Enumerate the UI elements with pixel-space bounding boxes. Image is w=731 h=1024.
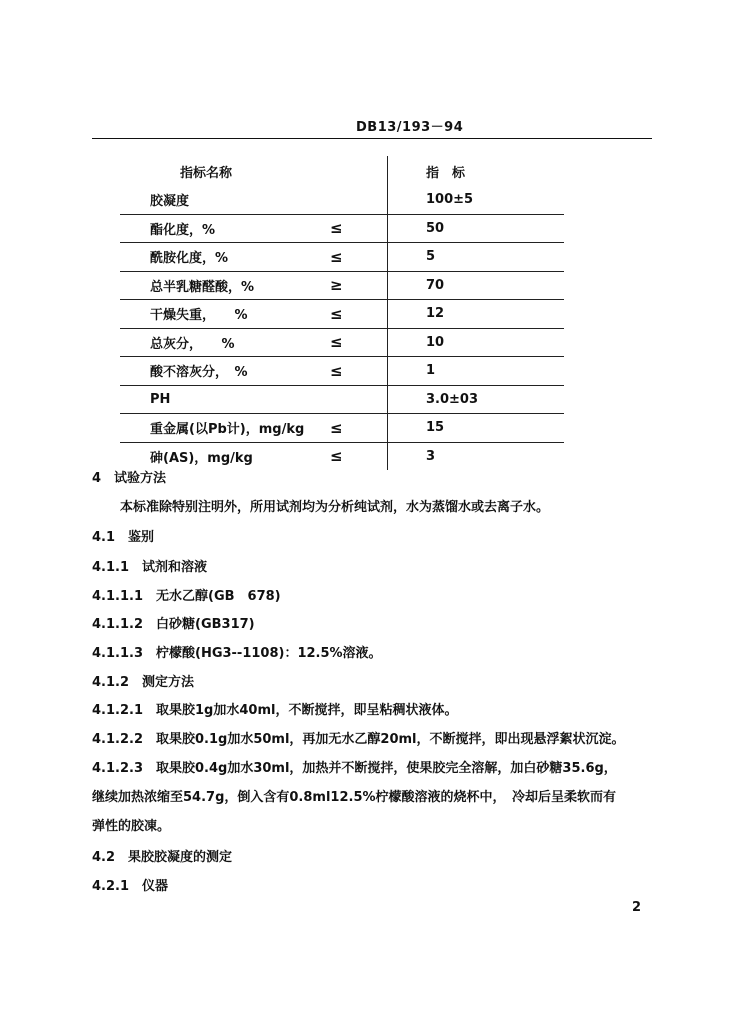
paragraph: 本标准除特别注明外，所用试剂均为分析纯试剂，水为蒸馏水或去离子水。 — [120, 500, 550, 515]
row-name: 砷(AS)，mg/kg — [150, 450, 253, 466]
paragraph: 弹性的胶凍。 — [92, 819, 171, 834]
row-op: ≤ — [330, 304, 343, 323]
row-op: ≤ — [330, 418, 343, 437]
row-value: 3.0±03 — [388, 385, 565, 414]
list-item: 4.1.1.1 无水乙醇(GB 678) — [92, 589, 281, 604]
row-value: 50 — [388, 214, 565, 243]
col-name-header: 指标名称 — [180, 165, 233, 181]
row-name: 酸不溶灰分， % — [150, 365, 248, 381]
table-row — [120, 243, 564, 272]
row-name: 总半乳糖醛酸，% — [150, 279, 255, 295]
row-name: 酯化度，% — [150, 222, 216, 238]
table-row — [120, 300, 564, 329]
row-value: 10 — [388, 328, 565, 357]
paragraph: 4.1.2.3 取果胶0.4g加水30ml，加热并不断搅拌，使果胶完全溶解，加白砂糖35.6g， — [92, 761, 617, 776]
row-op: ≤ — [330, 447, 343, 466]
table-row — [120, 328, 564, 357]
paragraph: 4.1.2.1 取果胶1g加水40ml，不断搅拌，即呈粘稠状液体。 — [92, 703, 458, 718]
row-op: ≤ — [330, 361, 343, 380]
row-name: 胶凝度 — [150, 194, 190, 210]
row-op — [330, 186, 388, 214]
table-row — [120, 414, 564, 443]
table-row — [120, 214, 564, 243]
spec-table — [120, 156, 564, 470]
section-heading: 4 试验方法 — [92, 471, 167, 486]
page-number: 2 — [632, 900, 642, 915]
section-heading: 4.1 鉴别 — [92, 530, 155, 545]
table-row — [120, 186, 564, 214]
row-value: 70 — [388, 271, 565, 300]
row-op: ≥ — [330, 276, 343, 295]
table-row — [120, 357, 564, 386]
row-value: 3 — [388, 442, 565, 470]
row-value: 5 — [388, 243, 565, 272]
section-heading: 4.2.1 仪器 — [92, 879, 169, 894]
table-row — [120, 442, 564, 470]
table-row — [120, 271, 564, 300]
col-value-header: 指 标 — [388, 156, 565, 186]
row-value: 1 — [388, 357, 565, 386]
row-op: ≤ — [330, 219, 343, 238]
row-value: 100±5 — [388, 186, 565, 214]
row-name: 干燥失重， % — [150, 308, 248, 324]
section-heading: 4.1.2 测定方法 — [92, 675, 195, 690]
row-value: 12 — [388, 300, 565, 329]
row-name: 总灰分， % — [150, 336, 235, 352]
row-value: 15 — [388, 414, 565, 443]
row-op: ≤ — [330, 333, 343, 352]
paragraph: 继续加热浓缩至54.7g，倒入含有0.8ml12.5%柠檬酸溶液的烧杯中， 冷却后呈柔软而有 — [92, 790, 617, 805]
row-name: 酰胺化度，% — [150, 251, 229, 267]
header-rule — [92, 138, 652, 139]
row-name: PH — [150, 391, 171, 407]
paragraph: 4.1.2.2 取果胶0.1g加水50ml，再加无水乙醇20ml，不断搅拌，即出现悬浮絮状沉淀。 — [92, 732, 625, 747]
row-op — [330, 385, 388, 414]
section-heading: 4.2 果胶胶凝度的测定 — [92, 850, 233, 865]
list-item: 4.1.1.2 白砂糖(GB317) — [92, 617, 255, 632]
table-header-row — [120, 156, 564, 186]
list-item: 4.1.1.3 柠檬酸(HG3--1108)：12.5%溶液。 — [92, 646, 382, 661]
section-heading: 4.1.1 试剂和溶液 — [92, 560, 208, 575]
row-op: ≤ — [330, 247, 343, 266]
table-row — [120, 385, 564, 414]
document-code: DB13/193－94 — [356, 120, 464, 135]
row-name: 重金属(以Pb计)，mg/kg — [150, 422, 305, 438]
